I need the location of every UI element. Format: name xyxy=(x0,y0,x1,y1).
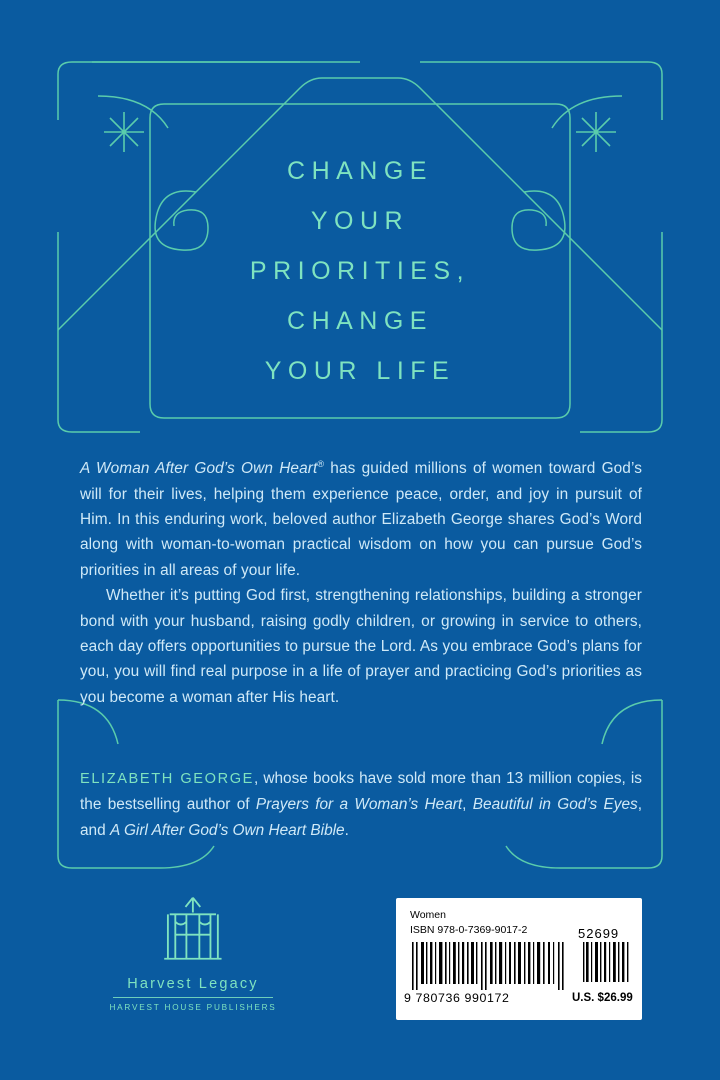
headline-line-1: CHANGE xyxy=(287,157,433,185)
bio-separator-2: , and xyxy=(80,796,643,839)
publisher-subtitle: HARVEST HOUSE PUBLISHERS xyxy=(109,1003,277,1012)
author-name: ELIZABETH GEORGE xyxy=(80,771,255,787)
bio-ending: . xyxy=(344,821,349,839)
blurb-paragraph-1 xyxy=(80,452,642,583)
barcode-addon-icon xyxy=(582,942,630,982)
bio-separator-1: , xyxy=(462,796,473,814)
headline-line-3: PRIORITIES, xyxy=(249,257,471,285)
barcode-ean-digits: 9 780736 990172 xyxy=(404,991,510,1005)
barcode-category: Women xyxy=(410,909,446,921)
headline-line-2: YOUR xyxy=(310,207,410,235)
bio-title-2: Beautiful in God’s Eyes xyxy=(472,796,638,814)
barcode-addon-digits: 52699 xyxy=(578,926,620,941)
barcode-block xyxy=(396,898,642,1020)
barcode-price: U.S. $26.99 xyxy=(572,992,633,1004)
bio-title-3: A Girl After God’s Own Heart Bible xyxy=(109,821,345,839)
back-cover-blurb xyxy=(80,452,642,710)
author-bio xyxy=(80,766,642,843)
registered-mark: ® xyxy=(317,459,325,469)
publisher-divider xyxy=(113,997,273,998)
bio-text-before-titles: , whose books have sold more than 13 million copies, is the bestselling author of xyxy=(80,770,642,814)
blurb-paragraph-2: Whether it’s putting God first, strengthening relationships, building a stronger bond with your husband, raising godly children, or growing in service to others, each day offers opportunities to pursue the Lord. As you embrace God’s plans for you, you will find real purpose in a life of prayer and practicing God’s priorities as you become a woman after His heart. xyxy=(80,587,642,706)
cover-headline xyxy=(0,146,720,396)
publisher-logo-icon xyxy=(142,894,244,968)
bio-title-1: Prayers for a Woman’s Heart xyxy=(255,796,463,814)
blurb-paragraph-1-rest: has guided millions of women toward God’s will for their lives, helping them experience peace, order, and joy in pursuit of Him. In this enduring work, beloved author Elizabeth George shares God’s Word along with woman-to-woman practical wisdom on how you can pursue God’s priorities in all areas of your life. xyxy=(80,460,643,579)
headline-line-4: CHANGE xyxy=(287,307,433,335)
publisher-name: Harvest Legacy xyxy=(127,976,259,992)
headline-line-5: YOUR LIFE xyxy=(264,357,456,385)
publisher-block xyxy=(78,894,308,1012)
barcode-isbn: ISBN 978-0-7369-9017-2 xyxy=(410,924,528,936)
ean13-barcode-icon xyxy=(410,942,566,990)
blurb-book-title: A Woman After God’s Own Heart xyxy=(80,460,318,478)
